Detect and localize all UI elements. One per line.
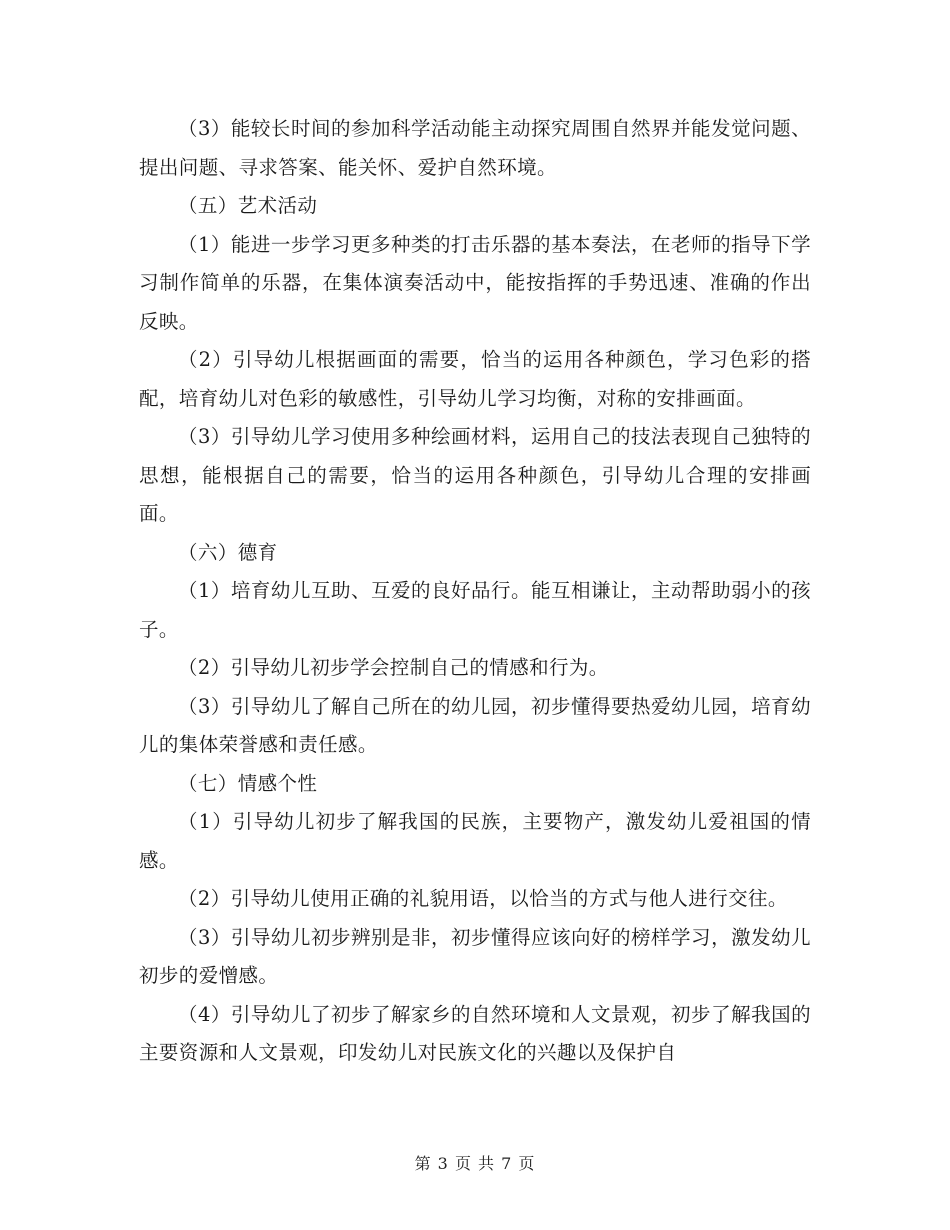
paragraph: （2）引导幼儿使用正确的礼貌用语，以恰当的方式与他人进行交往。 [178,887,788,910]
paragraph: （2）引导幼儿初步学会控制自己的情感和行为。 [178,656,609,679]
paragraph: （3）引导幼儿了解自己所在的幼儿园，初步懂得要热爱幼儿园，培育幼儿的集体荣誉感和责任感。 [139,694,811,756]
paragraph: （3）能较长时间的参加科学活动能主动探究周围自然界并能发觉问题、提出问题、寻求答案、能关怀、爱护自然环境。 [139,117,811,179]
paragraph: （1）引导幼儿初步了解我国的民族，主要物产，激发幼儿爱祖国的情感。 [139,810,811,872]
paragraph: （1）能进一步学习更多种类的打击乐器的基本奏法，在老师的指导下学习制作简单的乐器，在集体演奏活动中，能按指挥的手势迅速、准确的作出反映。 [139,232,811,333]
paragraph: （4）引导幼儿了初步了解家乡的自然环境和人文景观，初步了解我国的主要资源和人文景观，印发幼儿对民族文化的兴趣以及保护自 [139,1002,811,1064]
paragraph: （3）引导幼儿学习使用多种绘画材料，运用自己的技法表现自己独特的思想，能根据自己的需要，恰当的运用各种颜色，引导幼儿合理的安排画面。 [139,425,811,525]
page-number-footer: 第 3 页 共 7 页 [414,1154,536,1173]
section-heading: （七）情感个性 [178,771,318,795]
paragraph: （3）引导幼儿初步辨别是非，初步懂得应该向好的榜样学习，激发幼儿初步的爱憎感。 [139,925,811,987]
paragraph: （1）培育幼儿互助、互爱的良好品行。能互相谦让，主动帮助弱小的孩子。 [139,579,811,641]
document-body [139,110,811,1073]
paragraph: （2）引导幼儿根据画面的需要，恰当的运用各种颜色，学习色彩的搭配，培育幼儿对色彩的敏感性，引导幼儿学习均衡，对称的安排画面。 [139,348,811,410]
section-heading: （六）德育 [178,540,278,564]
section-heading: （五）艺术活动 [178,194,318,217]
